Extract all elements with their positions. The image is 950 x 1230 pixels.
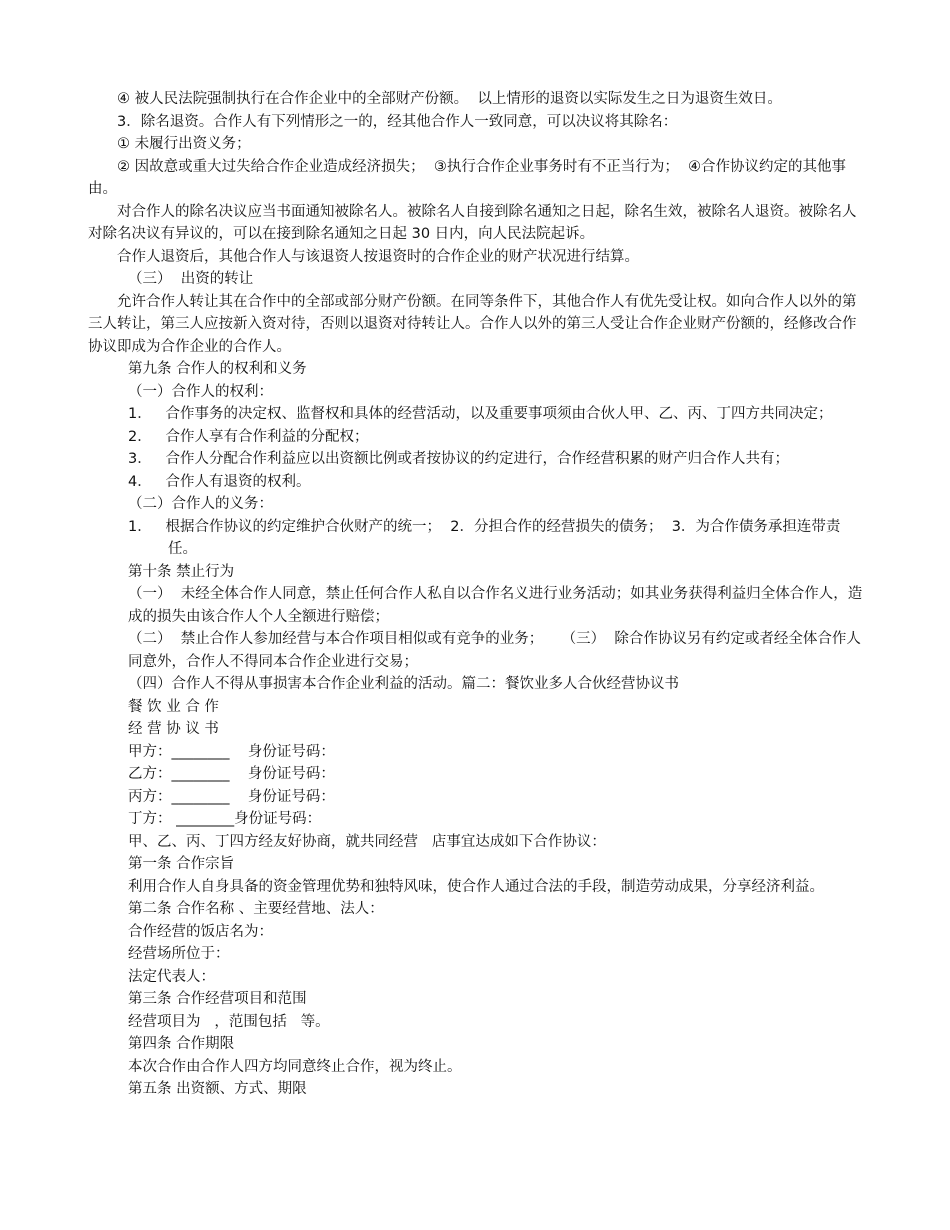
list-item: 2． 合作人享有合作利益的分配权； [128, 428, 369, 445]
list-item: 4． 合作人有退资的权利。 [128, 473, 311, 490]
list-item: 1． 合作事务的决定权、监督权和具体的经营活动，以及重要事项须由合伙人甲、乙、丙、丁四方共同决定； [128, 406, 833, 422]
article-heading: 第三条 合作经营项目和范围 [128, 991, 307, 1007]
text-line: 合作经营的饭店名为： [128, 923, 273, 940]
text-line: ① 未履行出资义务； [117, 136, 251, 152]
article-heading: 第十条 禁止行为 [128, 563, 235, 580]
article-heading: 第五条 出资额、方式、期限 [128, 1081, 307, 1097]
text-line: 经营场所位于： [128, 946, 230, 962]
section-heading: （二）合作人的义务： [128, 496, 273, 512]
article-heading: 第一条 合作宗旨 [128, 856, 235, 872]
section-heading: （三） 出资的转让 [128, 271, 254, 287]
party-line: 丁方： ________身份证号码： [128, 811, 322, 827]
article-heading: 第四条 合作期限 [128, 1036, 235, 1052]
document-title-line: 经 营 协 议 书 [128, 721, 219, 737]
text-line: ② 因故意或重大过失给合作企业造成经济损失； ③执行合作企业事务时有不正当行为； ④合作协议约定的其他事由。 [88, 158, 847, 197]
section-heading: （一）合作人的权利： [128, 383, 273, 400]
text-line: 甲、乙、丙、丁四方经友好协商，就共同经营 店事宜达成如下合作协议： [128, 833, 606, 850]
party-line: 甲方：________ 身份证号码： [128, 743, 335, 760]
party-line: 丙方：________ 身份证号码： [128, 788, 335, 805]
document-title-line: 餐 饮 业 合 作 [128, 698, 219, 715]
party-line: 乙方：________ 身份证号码： [128, 766, 335, 782]
text-line: 经营项目为 ，范围包括 等。 [128, 1013, 330, 1030]
article-heading: 第九条 合作人的权利和义务 [128, 361, 307, 377]
text-line: ④ 被人民法院强制执行在合作企业中的全部财产份额。 以上情形的退资以实际发生之日为退资生效日。 [117, 91, 782, 107]
text-line: 对合作人的除名决议应当书面通知被除名人。被除名人自接到除名通知之日起，除名生效，被除名人退资。被除名人对除名决议有异议的，可以在接到除名通知之日起 30 日内，向人民法院起诉。 [88, 203, 857, 242]
text-line: 利用合作人自身具备的资金管理优势和独特风味，使合作人通过合法的手段，制造劳动成果，分享经济利益。 [128, 878, 824, 895]
text-line: 本次合作由合作人四方均同意终止合作，视为终止。 [128, 1058, 462, 1075]
article-heading: 第二条 合作名称 、主要经营地、法人： [128, 901, 384, 917]
text-line: 合作人退资后，其他合作人与该退资人按退资时的合作企业的财产状况进行结算。 [117, 248, 639, 265]
list-item: 3． 合作人分配合作利益应以出资额比例或者按协议的约定进行，合作经营积累的财产归合作人共有； [128, 451, 790, 467]
text-line: （一） 未经全体合作人同意，禁止任何合作人私自以合作名义进行业务活动；如其业务获得利益归全体合作人，造成的损失由该合作人个人全额进行赔偿； [128, 586, 863, 625]
list-item: 1． 根据合作协议的约定维护合伙财产的统一； 2．分担合作的经营损失的债务； 3．为合作债务承担连带责任。 [128, 518, 841, 557]
text-line: 3．除名退资。合作人有下列情形之一的，经其他合作人一致同意，可以决议将其除名： [117, 113, 678, 130]
text-line: 允许合作人转让其在合作中的全部或部分财产份额。在同等条件下，其他合作人有优先受让权。如向合作人以外的第三人转让，第三人应按新入资对待，否则以退资对待转让人。合作人以外的第三人受让合作企业财产份额的，经修改合作协议即成为合作企业的合作人。 [88, 293, 857, 355]
text-line: 法定代表人： [128, 968, 215, 985]
document-body [88, 88, 868, 1101]
text-line: （四）合作人不得从事损害本合作企业利益的活动。篇二：餐饮业多人合伙经营协议书 [128, 676, 679, 692]
text-line: （二） 禁止合作人参加经营与本合作项目相似或有竞争的业务； （三） 除合作协议另有约定或者经全体合作人同意外，合作人不得同本合作企业进行交易； [128, 631, 861, 670]
